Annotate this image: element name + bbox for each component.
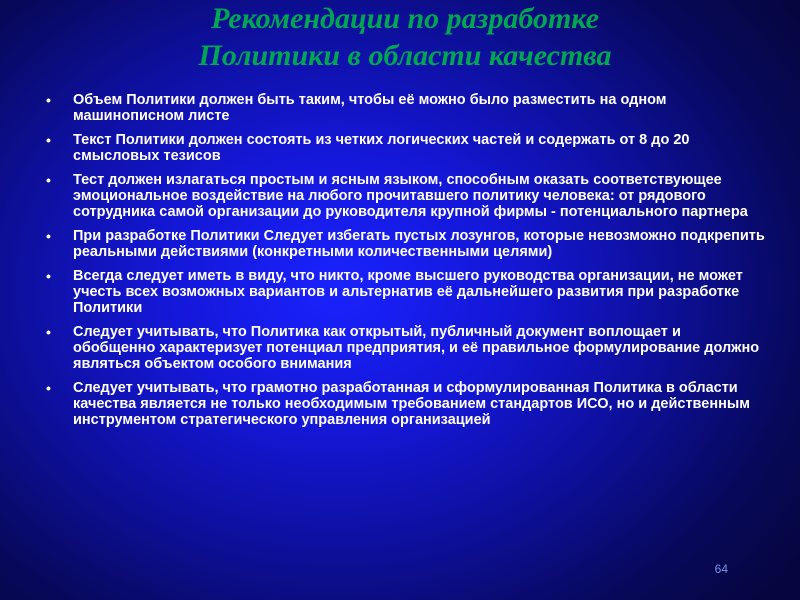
bullet-icon: • (46, 268, 51, 284)
bullet-text: Текст Политики должен состоять из четких логических частей и содержать от 8 до 20 смысловых тезисов (73, 132, 690, 164)
bullet-item (46, 228, 766, 260)
slide-title-line: Политики в области качества (198, 39, 612, 72)
bullet-icon: • (46, 92, 51, 108)
bullet-icon: • (46, 380, 51, 396)
bullet-text: Следует учитывать, что грамотно разработанная и сформулированная Политика в области качества является не только необходимым требованием стандартов ИСО, но и действенным инструментом стратегического управления организацией (73, 380, 750, 428)
bullet-item (46, 172, 766, 220)
bullet-text: Тест должен излагаться простым и ясным языком, способным оказать соответствующее эмоциональное воздействие на любого прочитавшего политику человека: от рядового сотрудника самой организации до руководителя крупной фирмы - потенциального партнера (73, 172, 748, 220)
slide-title (80, 0, 730, 74)
bullet-item (46, 324, 766, 372)
bullet-icon: • (46, 228, 51, 244)
bullet-text: При разработке Политики Следует избегать пустых лозунгов, которые невозможно подкрепить реальными действиями (конкретными количественными целями) (73, 228, 765, 260)
slide-title-line: Рекомендации по разработке (211, 2, 599, 35)
bullet-item (46, 380, 766, 428)
bullet-icon: • (46, 132, 51, 148)
bullet-item (46, 92, 766, 124)
bullet-item (46, 268, 766, 316)
page-number: 64 (714, 562, 728, 576)
bullet-icon: • (46, 324, 51, 340)
bullet-item (46, 132, 766, 164)
bullet-text: Объем Политики должен быть таким, чтобы её можно было разместить на одном машинописном листе (73, 92, 667, 124)
bullet-text: Всегда следует иметь в виду, что никто, кроме высшего руководства организации, не может учесть всех возможных вариантов и альтернатив её дальнейшего развития при разработке Политики (73, 268, 743, 316)
bullet-icon: • (46, 172, 51, 188)
bullet-list (46, 92, 766, 436)
bullet-text: Следует учитывать, что Политика как открытый, публичный документ воплощает и обобщенно характеризует потенциал предприятия, и её правильное формулирование должно являться объектом особого внимания (73, 324, 760, 372)
